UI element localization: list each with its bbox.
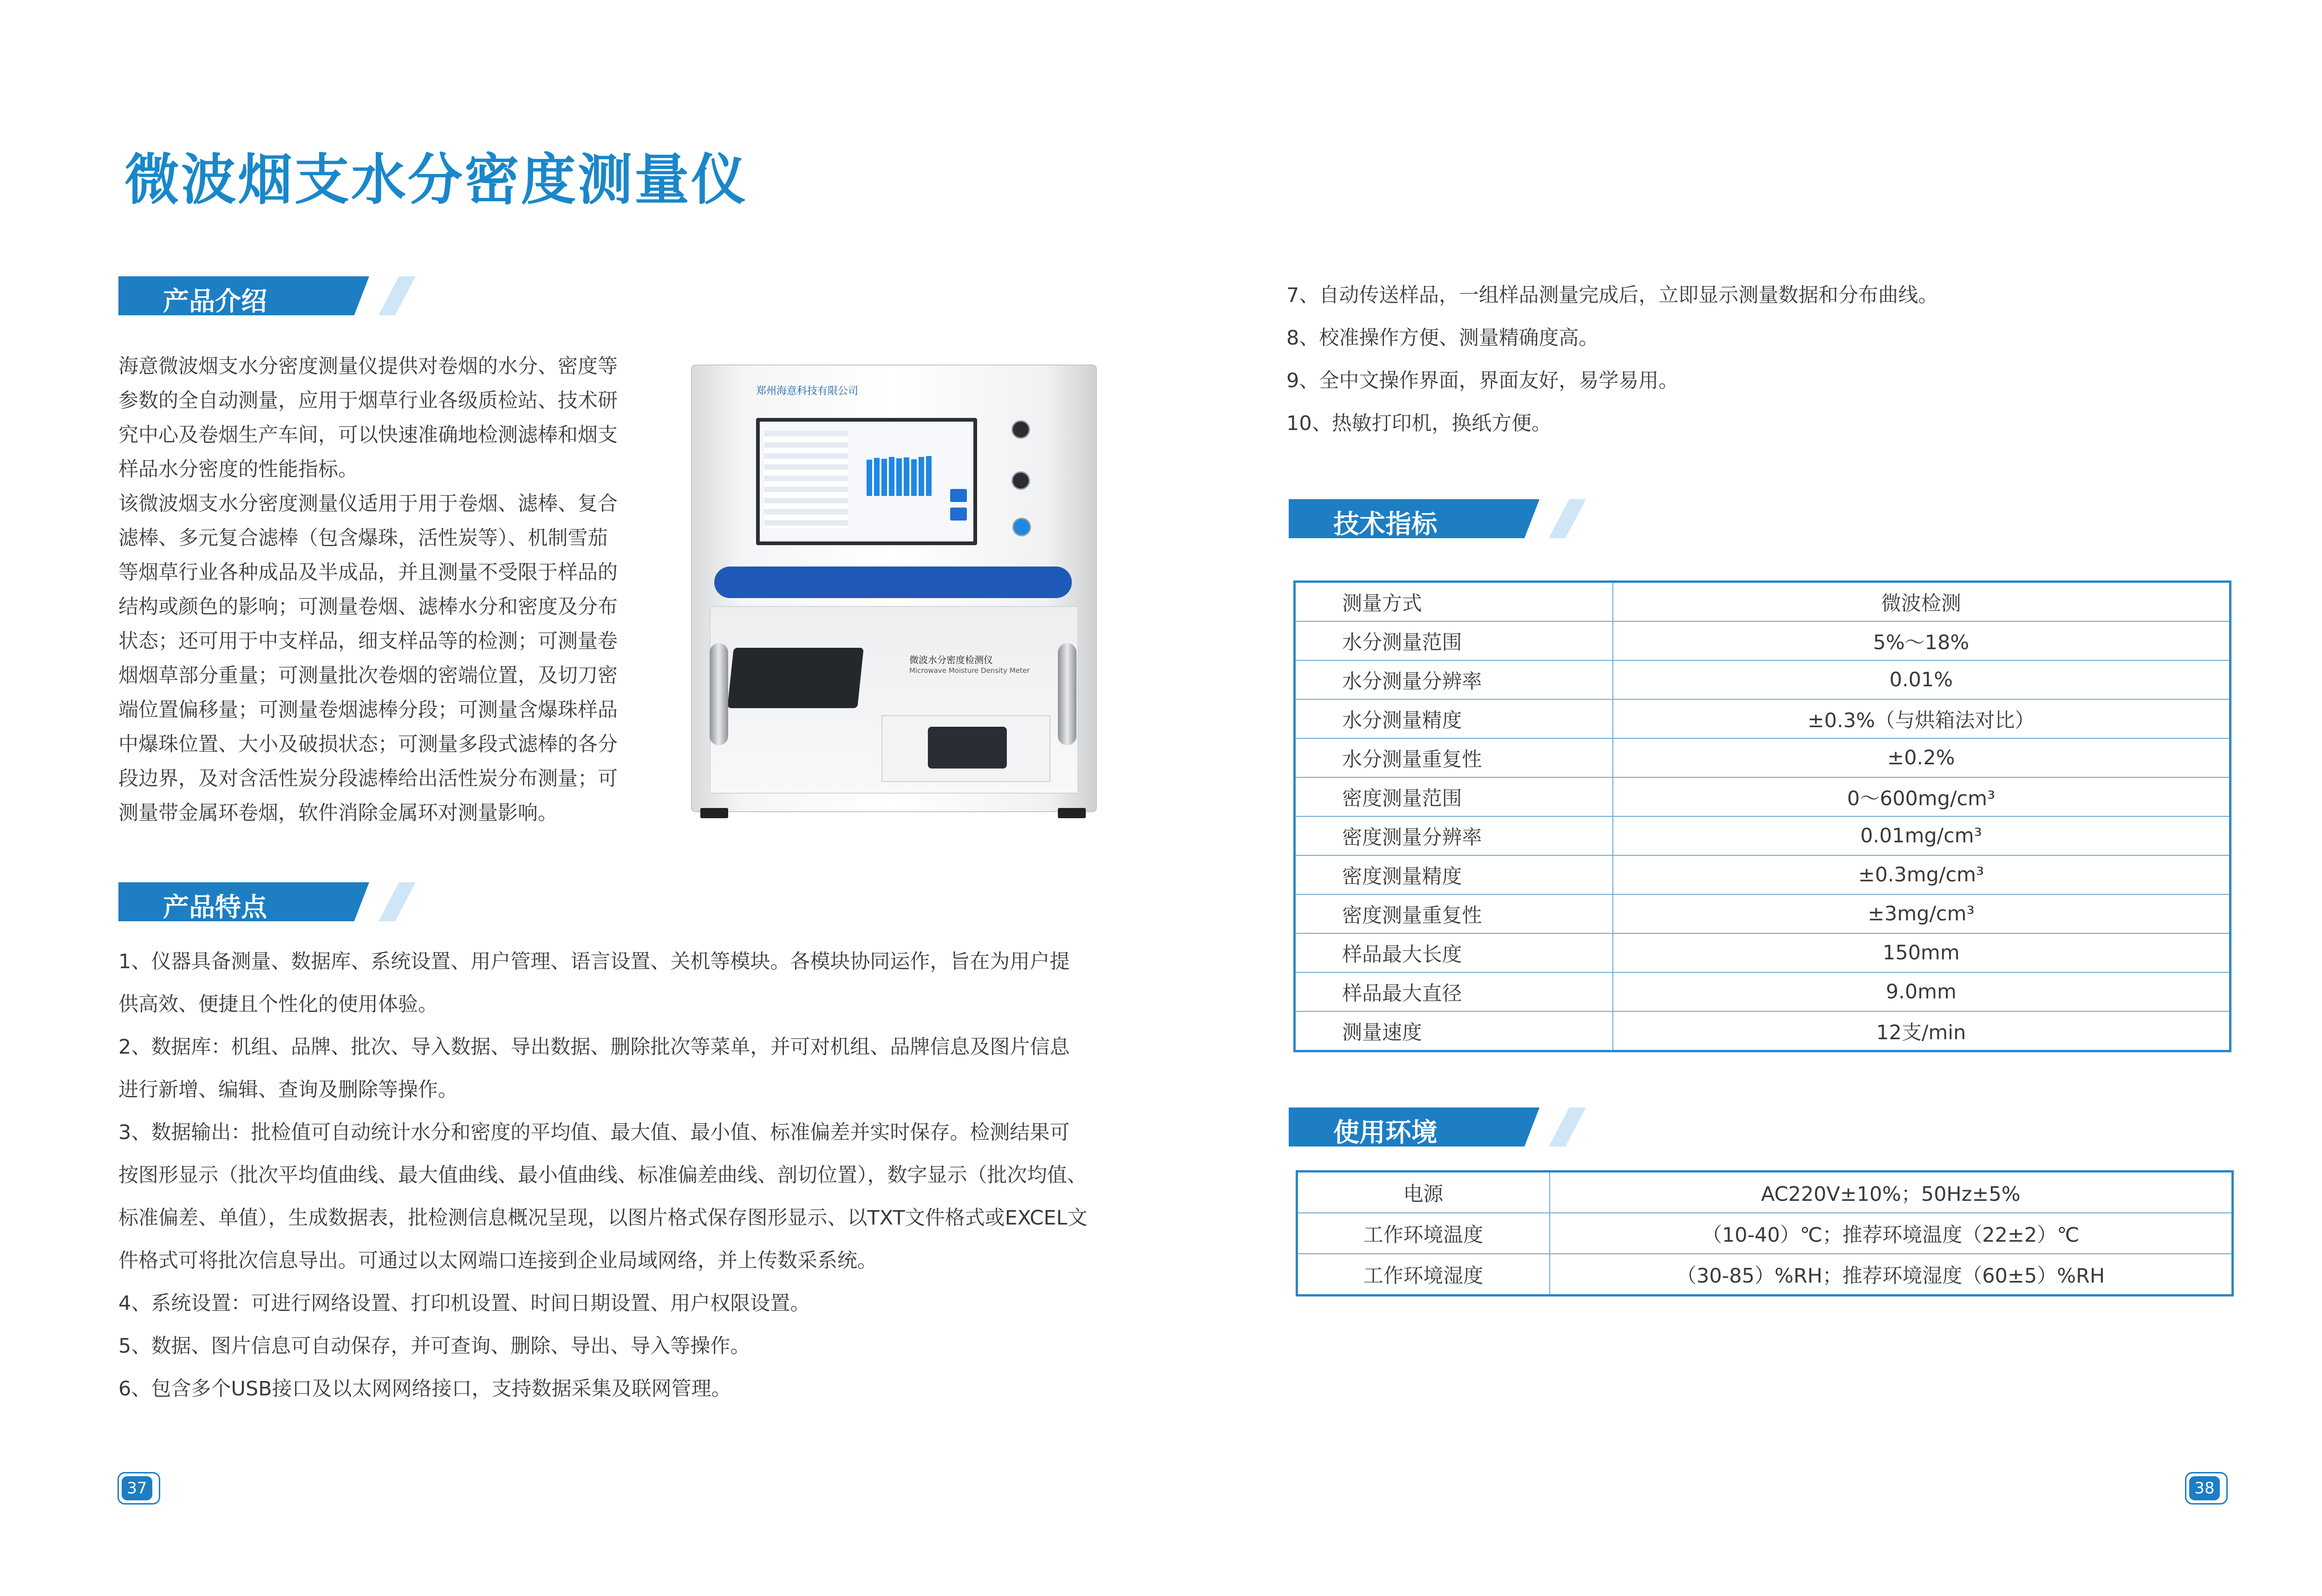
spec-key: 水分测量重复性 [1295,738,1613,777]
spec-key: 密度测量重复性 [1295,894,1613,933]
table-row [1295,582,2231,622]
feature-item: 2、数据库：机组、品牌、批次、导入数据、导出数据、删除批次等菜单，并可对机组、品牌信息及图片信息进行新增、编辑、查询及删除等操作。 [118,1036,1070,1101]
page-number-right [2185,1472,2228,1505]
page-number-label: 37 [122,1476,152,1500]
feature-item: 4、系统设置：可进行网络设置、打印机设置、时间日期设置、用户权限设置。 [118,1292,810,1315]
spec-value: 0.01% [1613,660,2231,699]
feature-item: 5、数据、图片信息可自动保存，并可查询、删除、导出、导入等操作。 [118,1335,750,1358]
header-stripe [378,276,416,315]
header-stripe [378,882,416,921]
table-row [1295,894,2231,933]
spec-value: ±3mg/cm³ [1613,894,2231,933]
env-value: （10-40）℃；推荐环境温度（22±2）℃ [1550,1213,2233,1254]
env-value: AC220V±10%；50Hz±5% [1550,1172,2233,1213]
device-foot [1058,808,1086,818]
section-title-specs: 技术指标 [1333,509,1437,540]
features-list [118,940,1089,1410]
spec-key: 密度测量范围 [1295,777,1613,816]
printer-slot [928,727,1007,769]
table-row [1295,621,2231,660]
screen-button [950,489,967,502]
section-title-intro: 产品介绍 [163,287,267,317]
device-knob [1011,420,1030,439]
spec-value: 12支/min [1613,1011,2231,1051]
device-screen [756,418,977,545]
spec-value: 0～600mg/cm³ [1613,777,2231,816]
spec-value: 9.0mm [1613,972,2231,1011]
env-key: 工作环境温度 [1297,1213,1550,1254]
feature-item: 9、全中文操作界面，界面友好，易学易用。 [1286,369,1679,392]
page-number-left [117,1472,160,1505]
intro-paragraph: 海意微波烟支水分密度测量仪提供对卷烟的水分、密度等参数的全自动测量，应用于烟草行业各级质检站、技术研究中心及卷烟生产车间，可以快速准确地检测滤棒和烟支样品水分密度的性能指标。 [118,355,618,481]
env-value: （30-85）%RH；推荐环境湿度（60±5）%RH [1550,1254,2233,1296]
feature-item: 7、自动传送样品，一组样品测量完成后，立即显示测量数据和分布曲线。 [1286,284,1938,307]
feature-item: 3、数据输出：批检值可自动统计水分和密度的平均值、最大值、最小值、标准偏差并实时保存。检测结果可按图形显示（批次平均值曲线、最大值曲线、最小值曲线、标准偏差曲线、剖切位置），数字显示（批次均值、标准偏差、单值），生成数据表，批检测信息概况呈现，以图片格式保存图形显示、以TXT文件格式或EXCEL文件格式可将批次信息导出。可通过以太网端口连接到企业局域网络，并上传数采系统。 [118,1121,1088,1272]
sample-tray [727,648,864,708]
feature-item: 10、热敏打印机，换纸方便。 [1286,412,1552,435]
spec-key: 测量方式 [1295,582,1613,622]
spec-value: 150mm [1613,933,2231,972]
table-row [1295,855,2231,894]
product-image [691,365,1095,820]
screen-chart [867,445,941,496]
section-header-env [1289,1107,1586,1147]
spec-key: 密度测量精度 [1295,855,1613,894]
section-header-features [118,882,416,921]
table-row [1295,660,2231,699]
device-knob [1011,471,1030,490]
page-number-label: 38 [2189,1476,2220,1500]
spec-value: 微波检测 [1613,582,2231,622]
device-logo: 郑州海意科技有限公司 [756,385,859,397]
section-title-features: 产品特点 [163,892,267,923]
device-foot [700,808,728,818]
feature-item: 6、包含多个USB接口及以太网网络接口，支持数据采集及联网管理。 [118,1377,731,1401]
specs-table [1293,580,2231,1052]
spec-value: ±0.3mg/cm³ [1613,855,2231,894]
screen-table [764,431,848,528]
spec-key: 样品最大直径 [1295,972,1613,1011]
env-table [1296,1170,2234,1296]
device-label-en: Microwave Moisture Density Meter [909,666,1030,675]
screen-button [950,508,967,521]
spec-key: 样品最大长度 [1295,933,1613,972]
spec-key: 水分测量精度 [1295,699,1613,738]
feature-item: 8、校准操作方便、测量精确度高。 [1286,326,1599,350]
table-row [1295,699,2231,738]
env-key: 电源 [1297,1172,1550,1213]
section-header-intro [118,276,416,315]
table-row [1295,1011,2231,1051]
spec-value: ±0.3%（与烘箱法对比） [1613,699,2231,738]
spec-key: 密度测量分辨率 [1295,816,1613,855]
env-key: 工作环境湿度 [1297,1254,1550,1296]
feature-item: 1、仪器具备测量、数据库、系统设置、用户管理、语言设置、关机等模块。各模块协同运作，旨在为用户提供高效、便捷且个性化的使用体验。 [118,950,1070,1016]
header-stripe [1549,1107,1586,1147]
spec-key: 测量速度 [1295,1011,1613,1051]
spec-key: 水分测量分辨率 [1295,660,1613,699]
device-handle [710,643,728,745]
spec-value: 0.01mg/cm³ [1613,816,2231,855]
device-label-cn: 微波水分密度检测仪 [909,654,993,665]
table-row [1297,1213,2233,1254]
table-row [1295,933,2231,972]
section-title-env: 使用环境 [1333,1118,1437,1148]
power-button-icon [1012,518,1031,536]
device-handle [1058,643,1076,745]
intro-paragraph: 该微波烟支水分密度测量仪适用于用于卷烟、滤棒、复合滤棒、多元复合滤棒（包含爆珠，活性炭等）、机制雪茄等烟草行业各种成品及半成品，并且测量不受限于样品的结构或颜色的影响；可测量卷烟、滤棒水分和密度及分布状态；还可用于中支样品，细支样品等的检测；可测量卷烟烟草部分重量；可测量批次卷烟的密端位置，及切刀密端位置偏移量；可测量卷烟滤棒分段；可测量含爆珠样品中爆珠位置、大小及破损状态；可测量多段式滤棒的各分段边界，及对含活性炭分段滤棒给出活性炭分布测量；可测量带金属环卷烟，软件消除金属环对测量影响。 [118,492,618,825]
page-title: 微波烟支水分密度测量仪 [124,147,748,212]
spec-value: 5%～18% [1613,621,2231,660]
table-row [1295,816,2231,855]
device-band [714,567,1072,598]
table-row [1297,1254,2233,1296]
spec-key: 水分测量范围 [1295,621,1613,660]
section-header-specs [1289,499,1586,538]
table-row [1295,777,2231,816]
features-list-continued [1286,274,2215,445]
spec-value: ±0.2% [1613,738,2231,777]
table-row [1295,972,2231,1011]
header-stripe [1549,499,1586,538]
table-row [1295,738,2231,777]
intro-text [118,349,620,830]
table-row [1297,1172,2233,1213]
